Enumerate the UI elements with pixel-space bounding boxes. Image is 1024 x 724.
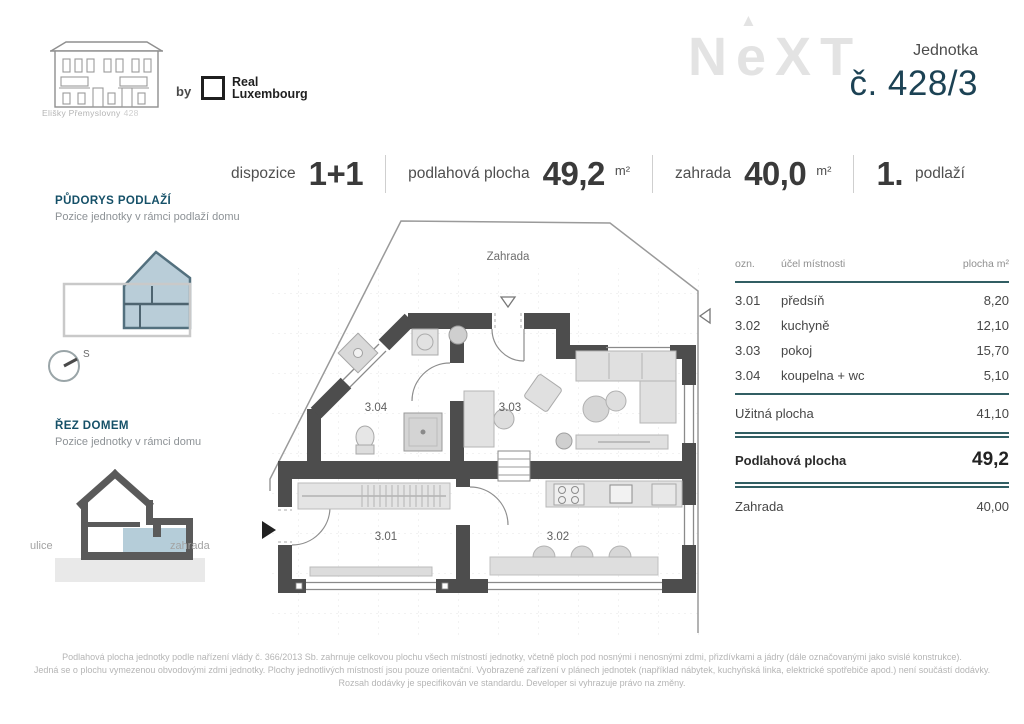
summary-label: Zahrada [735,499,784,514]
room-id: 3.04 [735,368,761,383]
header-purpose: účel místnosti [781,258,846,270]
summary-row-uzitna [735,400,1009,427]
sidebar-title-pudorys: PŮDORYS PODLAŽÍ [55,195,172,207]
summary-label: Užitná plocha [735,406,814,421]
sidebar-subtitle-pudorys: Pozice jednotky v rámci podlaží domu [55,211,240,223]
areas-table [735,258,1009,520]
room-label-302: 3.02 [546,531,570,543]
room-area: 15,70 [976,343,1009,358]
side-table [606,391,626,411]
table-rule [735,393,1009,395]
room-id: 3.02 [735,318,761,333]
summary-label: Podlahová plocha [735,452,847,468]
disclaimer-line: Podlahová plocha jednotky podle nařízení vlády č. 366/2013 Sb. zahrnuje celkovou plochu všech místností jednotky, včetně ploch pod nosnými i nenosnými zdmi, přizdívkami a jádry (dále označovanými jako svislé konstrukce). [62,652,962,662]
room-id: 3.01 [735,293,761,308]
table-row [735,288,1009,313]
house-section-icon [55,462,205,584]
building-number: 428 [123,108,139,118]
watermark-letter: e [736,27,776,87]
spec-dispozice [231,155,385,193]
building-caption [42,108,172,118]
fridge [652,484,676,505]
plant [449,326,467,344]
spec-unit: m² [816,162,832,178]
table-row [735,313,1009,338]
room-area: 12,10 [976,318,1009,333]
room-label-304: 3.04 [364,402,388,414]
spec-strip [231,150,987,198]
summary-value: 41,10 [976,406,1009,421]
summary-row-podlahova [735,443,1009,477]
stairs [498,451,530,481]
sidebar-title-rez: ŘEZ DOMEM [55,420,129,432]
kitchen-sink [610,485,632,503]
spec-podlazi [853,155,987,193]
toilet-tank [356,445,374,454]
spec-podlahova-plocha [385,155,652,193]
summary-value: 40,00 [976,499,1009,514]
compass-north-label: S [83,349,90,360]
spec-value: 1. [876,155,903,192]
post [296,583,302,589]
spec-value: 49,2 [542,155,605,192]
table-row [735,363,1009,388]
unit-label: Jednotka [913,42,978,59]
unit-number: č. 428/3 [849,64,978,103]
unit-header [849,42,978,104]
disclaimer [0,651,1024,690]
summary-row-zahrada [735,493,1009,520]
mini-floorplan-icon [50,238,215,343]
watermark-letter: N [688,27,736,87]
sofa [576,351,676,381]
room-name: předsíň [781,293,825,308]
street-label: ulice [30,540,53,552]
disclaimer-line: Jedná se o plochu vymezenou obvodovými zdmi jednotky. Plochy jednotlivých místností jsou pouze orientační. Vyobrazené zařízení v plánech jednotek (například nábytek, kuchyňská linka, elektrické spotřebiče apod.) není součástí dodávky. [33,665,991,675]
watermark-letter: X [775,27,821,87]
plant [556,433,572,449]
building-street: Elišky Přemyslovny [42,108,121,118]
floorplan-drawing [258,213,718,645]
by-label: by [176,84,192,99]
spec-zahrada [652,155,853,193]
table-rule-double [735,482,1009,488]
room-area: 8,20 [983,293,1009,308]
spec-label: podlaží [915,165,965,182]
building-illustration [48,38,166,110]
coffee-table [583,396,609,422]
header-area: plocha m² [962,258,1009,270]
side-marker-icon [700,309,710,323]
room-label-303: 3.03 [498,402,522,414]
garden-side-label: zahrada [170,540,210,552]
watermark-caret-icon: ▲ [740,11,757,30]
brand-logo [201,76,308,100]
watermark-letter: T [820,27,863,87]
room-label-301: 3.01 [374,531,398,543]
washing-machine [412,329,438,355]
spec-value: 1+1 [308,155,364,192]
brand-square-icon [201,76,225,100]
sidebar-subtitle-rez: Pozice jednotky v rámci domu [55,436,202,448]
shower-drain [421,430,426,435]
header-ozn: ozn. [735,258,755,270]
watermark-letter-e [736,11,776,88]
spec-value: 40,0 [744,155,807,192]
room-name: kuchyně [781,318,830,333]
table-rule [735,281,1009,283]
spec-unit: m² [614,162,631,178]
desk [464,391,494,447]
window-bench [310,567,432,576]
brand-name [232,76,308,100]
brand-line-2: Luxembourg [232,87,308,101]
room-id: 3.03 [735,343,761,358]
spec-label: podlahová plocha [408,165,530,182]
spec-label: dispozice [231,165,296,182]
summary-value: 49,2 [972,449,1009,470]
room-area: 5,10 [983,368,1009,383]
sofa-chaise [640,381,676,423]
post [442,583,448,589]
next-watermark-logo [688,11,863,88]
spec-label: zahrada [675,165,732,182]
room-name: koupelna + wc [781,368,865,383]
table-rule-double [735,432,1009,438]
table-row [735,338,1009,363]
brand-line-1: Real [232,75,259,89]
room-name: pokoj [781,343,813,358]
compass-icon [44,342,94,388]
dining-bench [490,557,658,575]
garden-label: Zahrada [486,251,530,263]
table-header-row [735,258,1009,276]
disclaimer-line: Rozsah dodávky je specifikován ve standardu. Developer si vyhrazuje právo na změny. [338,678,686,688]
